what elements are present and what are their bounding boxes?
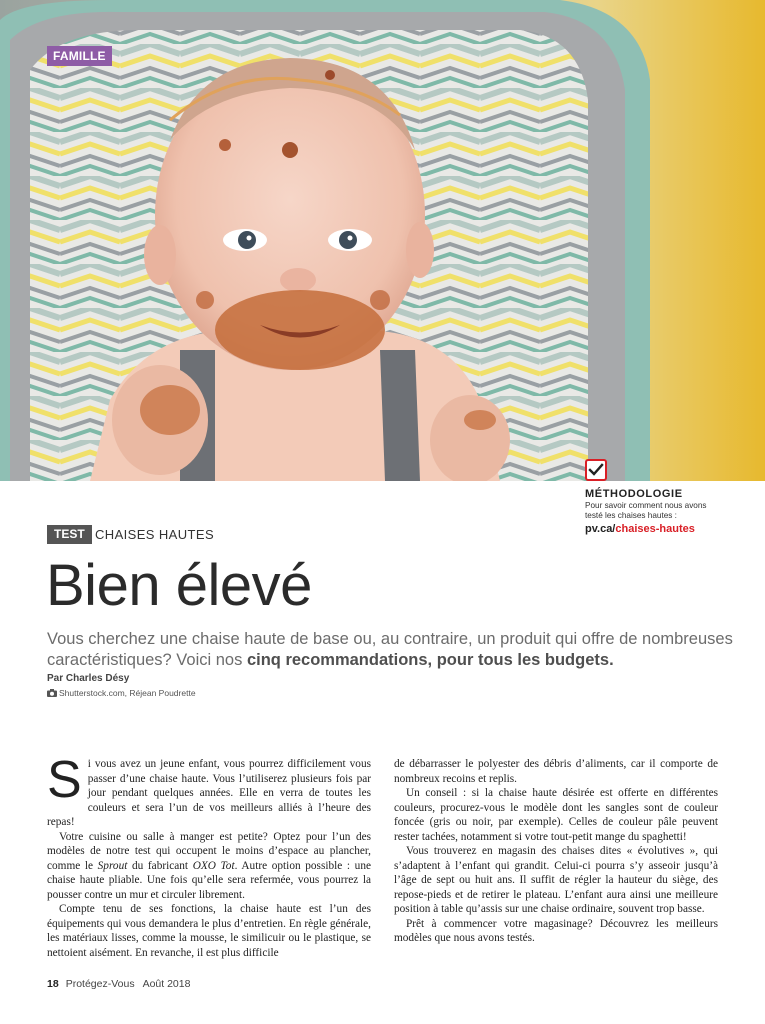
checkmark-glyph [588, 462, 604, 478]
issue-date: Août 2018 [142, 978, 191, 990]
body-paragraph: Prêt à commencer votre magasinage? Découvrez les meilleurs modèles que nous avons testés. [394, 917, 718, 944]
methodology-link[interactable] [585, 523, 695, 535]
camera-icon [47, 689, 57, 697]
lead-bold: cinq recommandations, pour tous les budgets. [246, 651, 614, 669]
baby-in-high-chair-illustration [0, 0, 765, 481]
article-lead [47, 629, 737, 671]
methodology-title: MÉTHODOLOGIE [585, 488, 683, 500]
test-tag: TEST [47, 525, 92, 544]
article-title: Bien élevé [46, 553, 312, 618]
body-paragraph [47, 830, 371, 903]
byline: Par Charles Désy [47, 673, 130, 684]
drop-cap: S [47, 751, 82, 809]
body-text: i vous avez un jeune enfant, vous pourrez difficilement vous passer d’une chaise haute. Vous l’utiliserez plusieurs fois par jour pendant quelques années. Elle en verra de toutes les couleurs et sera l’un de vos meilleurs alliés à l’heure des repas! [47, 758, 371, 828]
body-paragraph: Vous trouverez en magasin des chaises dites « évolutives », qui s’adaptent à l’enfant qui grandit. Celui-ci pourra s’y asseoir jusqu’à l’âge de sept ou huit ans. Il suffit de régler la hauteur du siège, des repose-pieds et de retirer le plateau. L’enfant aura ainsi une meilleure position à table qu’assis sur une chaise ordinaire, souvent trop basse. [394, 845, 718, 915]
body-text: du fabricant [127, 859, 193, 872]
body-column-right [394, 757, 718, 946]
product-name: Sprout [97, 859, 128, 872]
body-paragraph: Un conseil : si la chaise haute désirée est offerte en différentes couleurs, procurez-vous le modèle dont les sangles sont de couleur foncée (gris ou noir, par exemple). Celles de couleur pâle peuvent rester tachées, notamment si votre tout-petit mange du spaghetti! [394, 787, 718, 843]
magazine-name: Protégez-Vous [65, 978, 135, 990]
body-paragraph: Compte tenu de ses fonctions, la chaise haute est l’un des équipements qui vous demandera le plus d’entretien. En règle générale, les matériaux lisses, comme la mousse, le similicuir ou le plastique, se nettoient aisément. En revanche, il est plus difficile [47, 903, 371, 959]
body-column-left [47, 751, 371, 960]
photo-credit-text: Shutterstock.com, Réjean Poudrette [59, 688, 196, 698]
body-text: Votre cuisine ou salle à manger est petite? Optez pour l’un des modèles de notre test qui occupent le moins d’espace au plancher, comme le [47, 830, 371, 872]
page-footer [47, 978, 190, 990]
checkmark-icon [585, 459, 607, 481]
brand-name: OXO Tot [192, 859, 235, 872]
body-paragraph: de débarrasser le polyester des débris d’aliments, car il comporte de nombreux recoins et replis. [394, 758, 718, 785]
body-paragraph [47, 751, 371, 830]
methodology-link-path: chaises-hautes [615, 523, 695, 535]
lead-regular: Vous cherchez une chaise haute de base ou, au contraire, un produit qui offre de nombreuses caractéristiques? Voici nos [47, 630, 733, 669]
methodology-link-domain: pv.ca/ [585, 523, 616, 535]
photo-credit [47, 688, 196, 698]
body-text: . Autre option possible : une chaise haute pliable. Une fois qu’elle sera refermée, vous pourrez la pousser contre un mur et circuler librement. [47, 859, 371, 901]
section-badge: FAMILLE [47, 46, 112, 66]
article-category: CHAISES HAUTES [95, 527, 215, 542]
methodology-text: Pour savoir comment nous avons testé les chaises hautes : [585, 501, 707, 520]
page-number: 18 [47, 978, 59, 990]
hero-photo [0, 0, 765, 481]
